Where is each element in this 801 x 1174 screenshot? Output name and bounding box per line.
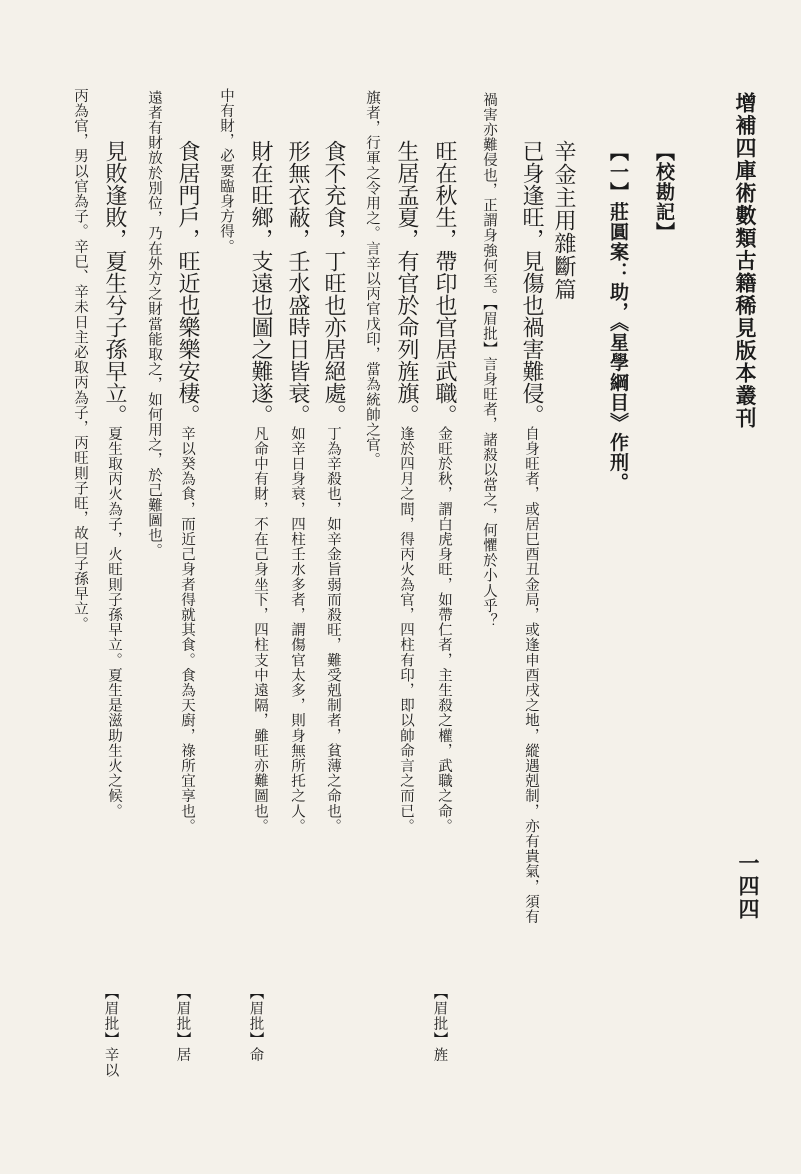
commentary: 遠者有財放於別位，乃在外方之財當能取之，如何用之，於己難圖也。 <box>146 90 162 559</box>
commentary: 丙為官，男以官為子。辛巳、辛未日主必取丙為子，丙旺則子旺，故曰子孫早立。 <box>72 88 88 632</box>
marginal-note: 【眉批】命 <box>247 985 264 1063</box>
main-text: 形無衣蔽，壬水盛時日皆衰。 <box>285 140 310 426</box>
marginal-note: 【眉批】居 <box>174 985 191 1063</box>
commentary: 丁為辛殺也，如辛金旨弱而殺旺，難受剋制者，貧薄之命也。 <box>325 426 341 834</box>
main-text: 已身逢旺，見傷也禍害難侵。 <box>519 140 544 426</box>
marginal-note: 【眉批】旌 <box>431 985 448 1063</box>
text-column <box>520 140 542 924</box>
collation-note: 【一】莊圓案：助，《星學綱目》作刑。 <box>607 142 629 493</box>
main-text: 見敗逢敗，夏生兮子孫早立。 <box>102 140 127 426</box>
collation-heading: 【校勘記】 <box>653 142 675 242</box>
text-column <box>176 140 198 834</box>
main-text: 食居門戶，旺近也樂樂安棲。 <box>175 140 200 426</box>
commentary: 凡命中有財，不在己身坐下，四柱支中遠隔，雖旺亦難圖也。 <box>252 426 268 834</box>
text-column <box>249 140 271 834</box>
main-text: 財在旺鄉，支遠也圖之難遂。 <box>248 140 273 426</box>
text-column <box>395 140 417 834</box>
text-column <box>481 92 497 628</box>
commentary: 中有財，必要臨身方得。 <box>218 88 234 255</box>
commentary: 夏生取丙火為子，火旺則子孫早立。夏生是滋助生火之候。 <box>106 426 122 819</box>
main-text: 旺在秋生，帶印也官居武職。 <box>432 140 457 426</box>
commentary: 金旺於秋，謂白虎身旺，如帶仁者，主生殺之權，武職之命。 <box>436 426 452 834</box>
commentary: 旗者，行軍之令用之。言辛以丙官戊印，當為統帥之官。 <box>364 90 380 468</box>
text-column <box>433 140 455 834</box>
page-number: 一四四 <box>736 852 761 921</box>
text-column <box>146 90 162 558</box>
main-text: 生居孟夏，有官於命列旌旗。 <box>394 140 419 426</box>
main-text: 食不充食，丁旺也亦居絕處。 <box>321 140 346 426</box>
marginal-note: 【眉批】辛以 <box>102 985 119 1078</box>
text-column <box>72 88 88 632</box>
running-header: 增補四庫術數類古籍稀見版本叢刊 <box>733 92 758 430</box>
text-column <box>364 90 380 468</box>
text-column <box>286 140 308 834</box>
commentary: 如辛日身衰，四柱壬水多者，謂傷官太多，則身無所托之人。 <box>289 426 305 834</box>
text-column <box>218 88 234 254</box>
section-title: 辛金主用雜斷篇 <box>551 140 576 301</box>
commentary: 辛以癸為食，而近己身者得就其食。食為天廚，祿所宜享也。 <box>179 426 195 834</box>
commentary: 禍害亦難侵也，正謂身強何至。【眉批】言身旺者，諸殺以當之，何懼於小人乎？ <box>481 92 497 629</box>
commentary: 逢於四月之間，得丙火為官，四柱有印，即以帥命言之而已。 <box>398 426 414 834</box>
commentary: 自身旺者，或居巳酉丑金局，或逢申酉戌之地，縱遇剋制，亦有貴氣，須有 <box>523 426 539 925</box>
text-column <box>103 140 125 819</box>
text-column <box>322 140 344 834</box>
